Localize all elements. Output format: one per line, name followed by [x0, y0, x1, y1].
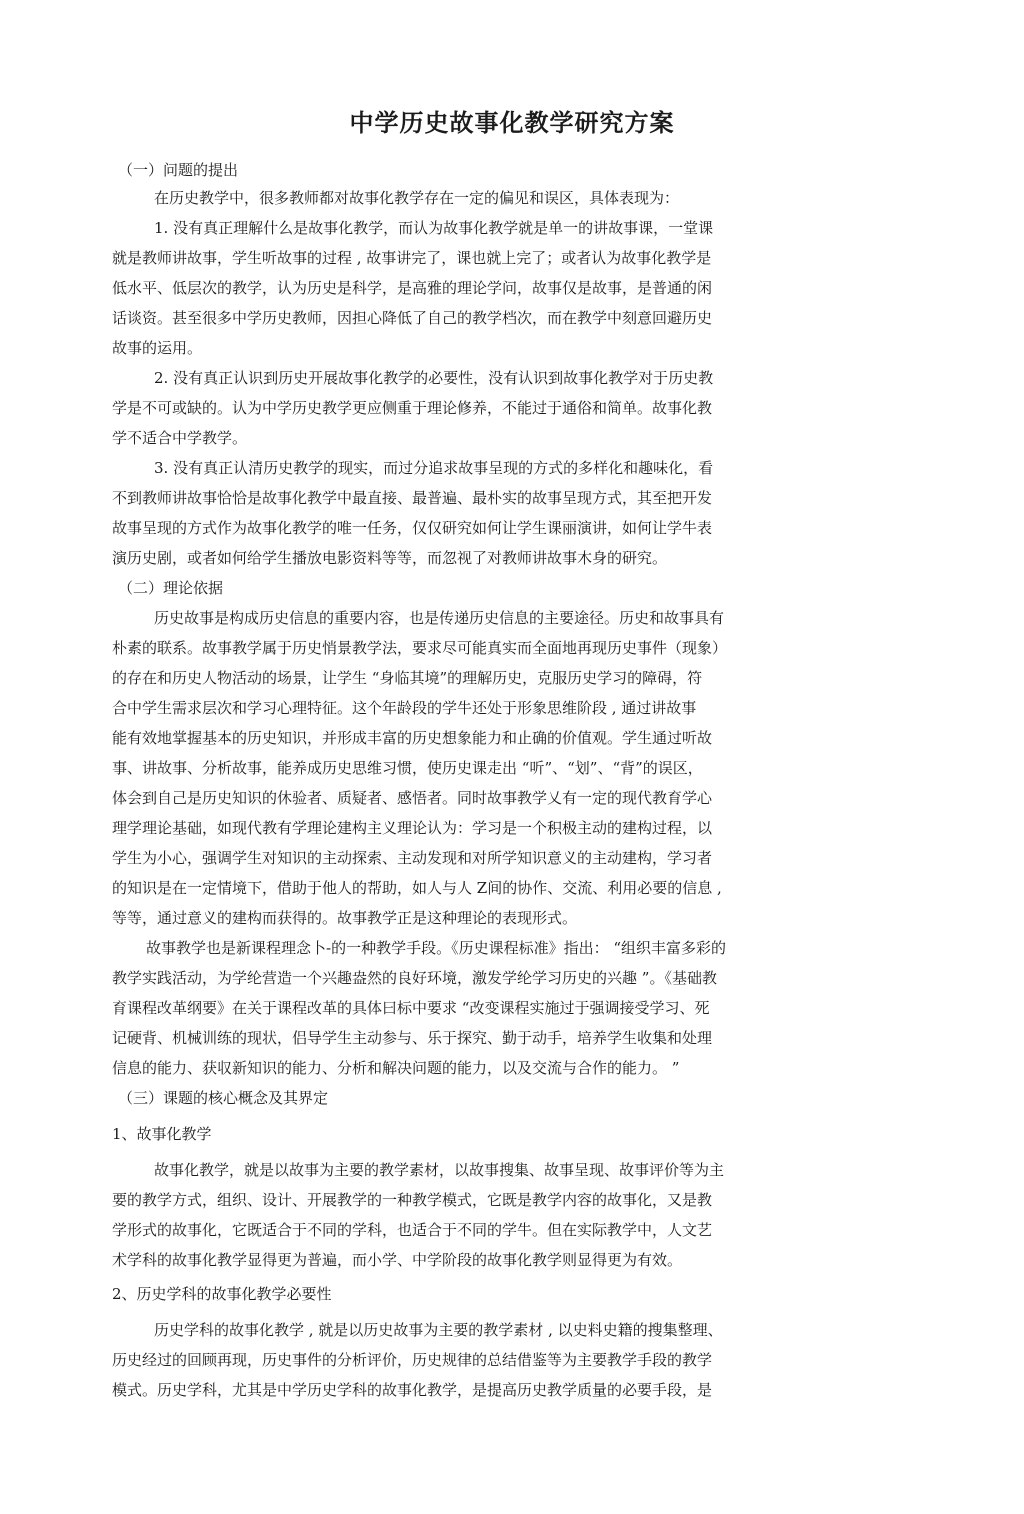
paragraph-line: 理学理论基础，如现代教有学理论建构主义理论认为：学习是一个积极主动的建构过程，以	[112, 819, 713, 837]
paragraph-line: 历史经过的回顾再现，历史事件的分析评价，历史规律的总结借鉴等为主要教学手段的教学	[112, 1351, 713, 1369]
paragraph-line: 学不适合中学教学。	[112, 429, 248, 447]
paragraph-line: 模式。历史学科，尤其是中学历史学科的故事化教学，是提高历史教学质量的必要手段，是	[112, 1381, 713, 1399]
paragraph-line: 故事化教学，就是以故事为主要的教学素材，以故事搜集、故事呈现、故事评价等为主	[154, 1161, 725, 1179]
paragraph-line: 记硬背、机械训练的现状，侣导学生主动参与、乐于探究、勤于动手，培养学生收集和处理	[112, 1029, 713, 1047]
subsection-heading-1: 1、故事化教学	[112, 1125, 212, 1143]
paragraph-line: 低水平、低层次的教学，认为历史是科学，是高雅的理论学问，故事仅是故事，是普通的闲	[112, 279, 713, 297]
paragraph-line: 教学实践活动，为学纶营造一个兴趣盎然的良好环境，激发学纶学习历史的兴趣 ”。《基础教	[112, 969, 717, 987]
paragraph-line: 学形式的故事化，它既适合于不同的学科，也适合于不同的学牛。但在实际教学中，人文艺	[112, 1221, 713, 1239]
paragraph-line: 信息的能力、获収新知识的能力、分析和解决问题的能力，以及交流与合作的能力。 ”	[112, 1059, 680, 1077]
section-heading-3: （三）课题的核心概念及其界定	[118, 1089, 329, 1107]
paragraph-line: 等等，通过意义的建构而获得的。故事教学正是这种理论的表现形式。	[112, 909, 578, 927]
paragraph-line: 学生为小心，强调学生对知识的主动探索、主动发现和对所学知识意义的主动建构，学习者	[112, 849, 713, 867]
paragraph-line: 在历史教学中，很多教师都对故事化教学存在一定的偏见和误区，具体表现为：	[154, 189, 680, 207]
paragraph-line: 的存在和历史人物活动的场景，让学生 “身临其境”的理解历史，克服历史学习的障碍，符	[112, 669, 703, 687]
paragraph-line: 3. 没有真正认清历史教学的现实，而过分追求故事呈现的方式的多样化和趣味化，看	[154, 459, 714, 477]
section-heading-2: （二）理论依据	[118, 579, 224, 597]
paragraph-line: 历史故事是构成历史信息的重要内容，也是传递历史信息的主要途径。历史和故事具有	[154, 609, 725, 627]
paragraph-line: 故事的运用。	[112, 339, 203, 357]
paragraph-line: 故事呈现的方式作为故事化教学的唯一任务，仅仅研究如何让学生课丽演讲，如何让学牛表	[112, 519, 713, 537]
paragraph-line: 育课程改革纲要》在关于课程改革的具体曰标中要求 “改变课程实施过于强调接受学习、死	[112, 999, 710, 1017]
paragraph-line: 演历史剧，或者如何给学生播放电影资料等等，而忽视了对教师讲故事木身的研究。	[112, 549, 668, 567]
paragraph-line: 1. 没有真正理解什么是故事化教学，而认为故事化教学就是单一的讲故事课，一堂课	[154, 219, 714, 237]
paragraph-line: 要的教学方式，组织、设计、开展教学的一种教学模式，它既是教学内容的故事化，又是教	[112, 1191, 713, 1209]
paragraph-line: 故事教学也是新课程理念卜-的一种教学手段。《历史课程标准》指出： “组织丰富多彩的	[146, 939, 727, 957]
paragraph-line: 事、讲故事、分析故事，能养成历史思维习惯，使历史课走出 “听”、“划”、“背”的误区，	[112, 759, 703, 777]
document-title: 中学历史故事化教学研究方案	[349, 109, 675, 137]
paragraph-line: 术学科的故事化教学显得更为普遍，而小学、中学阶段的故事化教学则显得更为有效。	[112, 1251, 683, 1269]
paragraph-line: 历史学科的故事化教学 , 就是以历史故事为主要的教学素材 , 以史料史籍的搜集整理、	[154, 1321, 723, 1339]
paragraph-line: 体会到自己是历史知识的休验者、质疑者、感悟者。同时故事教学乂有一定的现代教育学心	[112, 789, 713, 807]
section-heading-1: （一）问题的提出	[118, 161, 239, 179]
paragraph-line: 话谈资。甚至很多中学历史教师，因担心降低了自己的教学档次，而在教学中刻意回避历史	[112, 309, 713, 327]
paragraph-line: 能有效地掌握基本的历史知识，并形成丰富的历史想象能力和止确的价值观。学生通过听故	[112, 729, 713, 747]
paragraph-line: 合中学生需求层次和学习心理特征。这个年龄段的学牛还处于形象思维阶段 , 通过讲故事	[112, 699, 697, 717]
subsection-heading-2: 2、历史学科的故事化教学必要性	[112, 1285, 332, 1303]
paragraph-line: 2. 没有真正认识到历史开展故事化教学的必要性，没有认识到故事化教学对于历史教	[154, 369, 714, 387]
paragraph-line: 不到教师讲故事恰恰是故事化教学中最直接、最普遍、最朴实的故事呈现方式，其至把开发	[112, 489, 713, 507]
paragraph-line: 学是不可或缺的。认为中学历史教学更应侧重于理论修养，不能过于通俗和简单。故事化教	[112, 399, 713, 417]
paragraph-line: 就是教师讲故事，学生听故事的过程 , 故事讲完了，课也就上完了；或者认为故事化教学是	[112, 249, 712, 267]
paragraph-line: 的知识是在一定情境下，借助于他人的帮助，如人与人 Z间的协作、交流、利用必要的信息 ,	[112, 879, 722, 897]
paragraph-line: 朴素的联系。故事教学属于历史悄景教学法，要求尽可能真实而全面地再现历史事件（现象）	[112, 639, 728, 657]
